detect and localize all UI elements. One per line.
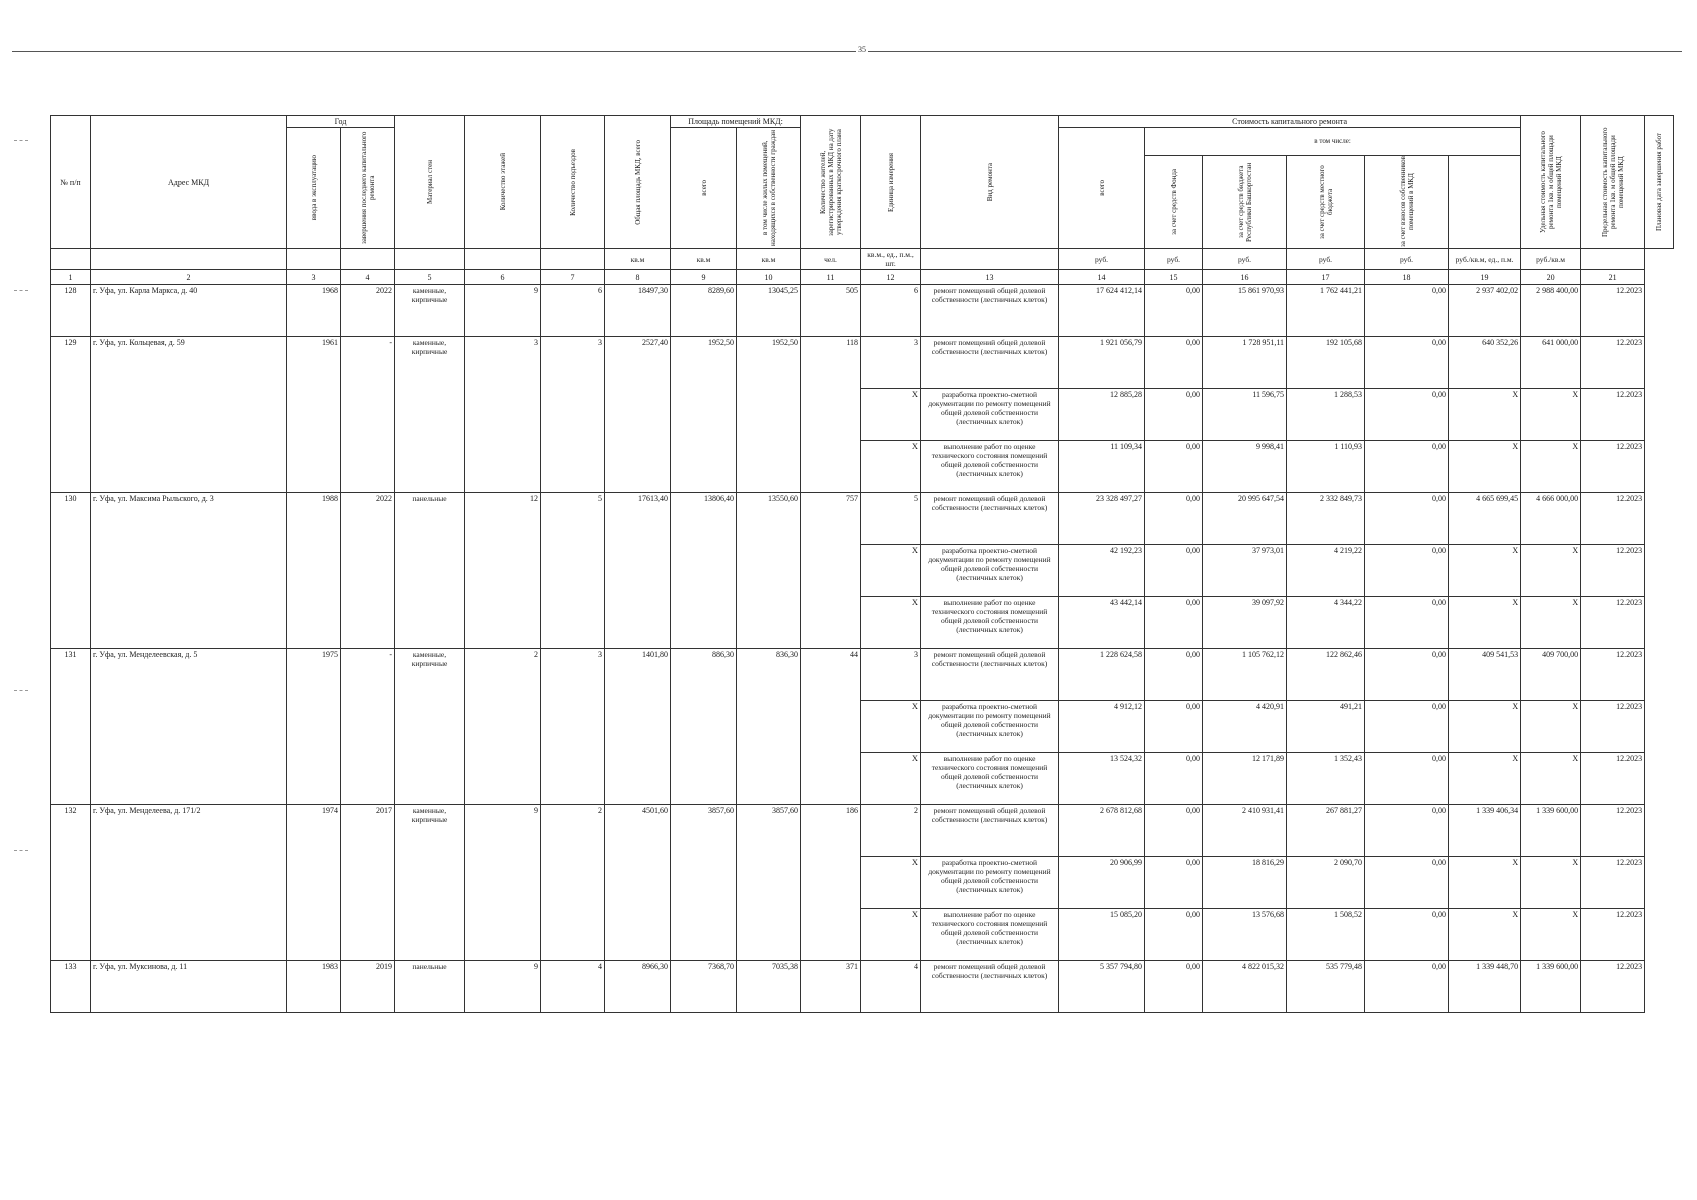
work-type: выполнение работ по оценке технического состояния помещений общей долевой собственности (лестничных клеток) xyxy=(921,441,1059,493)
work-type: разработка проектно-сметной документации по ремонту помещений общей долевой собственности (лестничных клеток) xyxy=(921,545,1059,597)
column-index: 5 xyxy=(395,270,465,285)
cost-owners: 0,00 xyxy=(1365,337,1449,389)
premises-area-total: 3857,60 xyxy=(671,805,737,961)
year-built: 1975 xyxy=(287,649,341,805)
work-quantity: 5 xyxy=(861,493,921,545)
col-year-group-header: Год xyxy=(287,116,395,128)
col-cost-total-header: всего xyxy=(1059,128,1145,249)
cost-republic: 4 420,91 xyxy=(1203,701,1287,753)
building-address: г. Уфа, ул. Менделеевская, д. 5 xyxy=(91,649,287,805)
column-index: 16 xyxy=(1203,270,1287,285)
year-built: 1961 xyxy=(287,337,341,493)
planned-date: 12.2023 xyxy=(1581,805,1645,857)
cost-local: 2 090,70 xyxy=(1287,857,1365,909)
column-index: 15 xyxy=(1145,270,1203,285)
unit-cost: X xyxy=(1449,597,1521,649)
planned-date: 12.2023 xyxy=(1581,337,1645,389)
cost-local: 1 110,93 xyxy=(1287,441,1365,493)
cost-local: 1 762 441,21 xyxy=(1287,285,1365,337)
floor-count: 3 xyxy=(465,337,541,493)
unit-cell: чел. xyxy=(801,249,861,270)
year-built: 1988 xyxy=(287,493,341,649)
cost-fund: 0,00 xyxy=(1145,909,1203,961)
col-premises-area-group-header: Площадь помещений МКД: xyxy=(671,116,801,128)
cost-total: 4 912,12 xyxy=(1059,701,1145,753)
work-quantity: 3 xyxy=(861,337,921,389)
unit-cell xyxy=(465,249,541,270)
cost-local: 1 508,52 xyxy=(1287,909,1365,961)
floor-count: 9 xyxy=(465,805,541,961)
work-quantity: X xyxy=(861,909,921,961)
work-type: разработка проектно-сметной документации по ремонту помещений общей долевой собственности (лестничных клеток) xyxy=(921,701,1059,753)
table-row xyxy=(51,961,1674,1013)
unit-cell xyxy=(91,249,287,270)
premises-area-owned: 7035,38 xyxy=(737,961,801,1013)
column-index: 9 xyxy=(671,270,737,285)
entrance-count: 2 xyxy=(541,805,605,961)
col-unit-header: Единица измерения xyxy=(861,116,921,249)
premises-area-owned: 836,30 xyxy=(737,649,801,805)
unit-cost: 2 937 402,02 xyxy=(1449,285,1521,337)
col-premises-owned-header: в том числе жилых помещений, находящихся в собственности граждан xyxy=(737,128,801,249)
page-number: 35 xyxy=(858,45,866,54)
col-unit-cost-header: Удельная стоимость капитального ремонта 1кв. м общей площади помещений МКД xyxy=(1521,116,1581,249)
floor-count: 9 xyxy=(465,961,541,1013)
column-index: 12 xyxy=(861,270,921,285)
col-including-header: в том числе: xyxy=(1145,128,1521,156)
wall-material: панельные xyxy=(395,493,465,649)
margin-mark xyxy=(14,140,28,141)
unit-cell xyxy=(1581,249,1645,270)
row-number: 130 xyxy=(51,493,91,649)
unit-cell: руб./кв.м, ед., п.м. xyxy=(1449,249,1521,270)
unit-cost: 640 352,26 xyxy=(1449,337,1521,389)
cost-local: 267 881,27 xyxy=(1287,805,1365,857)
total-area: 4501,60 xyxy=(605,805,671,961)
premises-area-total: 7368,70 xyxy=(671,961,737,1013)
unit-cell: кв.м xyxy=(605,249,671,270)
cost-total: 1 228 624,58 xyxy=(1059,649,1145,701)
column-index: 6 xyxy=(465,270,541,285)
max-cost: X xyxy=(1521,597,1581,649)
entrance-count: 6 xyxy=(541,285,605,337)
unit-cost: X xyxy=(1449,857,1521,909)
floor-count: 9 xyxy=(465,285,541,337)
wall-material: каменные, кирпичные xyxy=(395,649,465,805)
unit-cost: 1 339 448,70 xyxy=(1449,961,1521,1013)
cost-fund: 0,00 xyxy=(1145,805,1203,857)
cost-fund: 0,00 xyxy=(1145,753,1203,805)
cost-fund: 0,00 xyxy=(1145,597,1203,649)
max-cost: X xyxy=(1521,857,1581,909)
work-type: выполнение работ по оценке технического состояния помещений общей долевой собственности (лестничных клеток) xyxy=(921,753,1059,805)
unit-cell: кв.м., ед., п.м., шт. xyxy=(861,249,921,270)
year-last-repair: - xyxy=(341,337,395,493)
cost-republic: 13 576,68 xyxy=(1203,909,1287,961)
planned-date: 12.2023 xyxy=(1581,857,1645,909)
col-entrances-header: Количество подъездов xyxy=(541,116,605,249)
work-quantity: X xyxy=(861,701,921,753)
wall-material: каменные, кирпичные xyxy=(395,285,465,337)
total-area: 18497,30 xyxy=(605,285,671,337)
col-cost-fund-header: за счет средств Фонда xyxy=(1145,156,1203,249)
cost-republic: 12 171,89 xyxy=(1203,753,1287,805)
work-type: ремонт помещений общей долевой собственности (лестничных клеток) xyxy=(921,805,1059,857)
work-quantity: 6 xyxy=(861,285,921,337)
building-address: г. Уфа, ул. Карла Маркса, д. 40 xyxy=(91,285,287,337)
total-area: 1401,80 xyxy=(605,649,671,805)
cost-owners: 0,00 xyxy=(1365,805,1449,857)
cost-fund: 0,00 xyxy=(1145,545,1203,597)
max-cost: 409 700,00 xyxy=(1521,649,1581,701)
work-type: выполнение работ по оценке технического состояния помещений общей долевой собственности (лестничных клеток) xyxy=(921,597,1059,649)
cost-local: 122 862,46 xyxy=(1287,649,1365,701)
planned-date: 12.2023 xyxy=(1581,389,1645,441)
col-filler-header xyxy=(1449,156,1521,249)
building-address: г. Уфа, ул. Менделеева, д. 171/2 xyxy=(91,805,287,961)
work-type: ремонт помещений общей долевой собственности (лестничных клеток) xyxy=(921,337,1059,389)
cost-republic: 1 728 951,11 xyxy=(1203,337,1287,389)
premises-area-owned: 13045,25 xyxy=(737,285,801,337)
col-cost-local-header: за счет средств местного бюджета xyxy=(1287,156,1365,249)
total-area: 17613,40 xyxy=(605,493,671,649)
cost-owners: 0,00 xyxy=(1365,597,1449,649)
premises-area-total: 1952,50 xyxy=(671,337,737,493)
resident-count: 118 xyxy=(801,337,861,493)
year-last-repair: 2017 xyxy=(341,805,395,961)
planned-date: 12.2023 xyxy=(1581,285,1645,337)
cost-total: 17 624 412,14 xyxy=(1059,285,1145,337)
max-cost: 641 000,00 xyxy=(1521,337,1581,389)
col-premises-total-header: всего xyxy=(671,128,737,249)
max-cost: X xyxy=(1521,441,1581,493)
unit-cost: 4 665 699,45 xyxy=(1449,493,1521,545)
planned-date: 12.2023 xyxy=(1581,909,1645,961)
cost-republic: 37 973,01 xyxy=(1203,545,1287,597)
col-max-cost-header: Предельная стоимость капитального ремонта 1кв. м общей площади помещений МКД xyxy=(1581,116,1645,249)
premises-area-owned: 13550,60 xyxy=(737,493,801,649)
work-quantity: X xyxy=(861,597,921,649)
max-cost: 2 988 400,00 xyxy=(1521,285,1581,337)
cost-republic: 4 822 015,32 xyxy=(1203,961,1287,1013)
planned-date: 12.2023 xyxy=(1581,753,1645,805)
cost-republic: 20 995 647,54 xyxy=(1203,493,1287,545)
row-number: 133 xyxy=(51,961,91,1013)
row-number: 128 xyxy=(51,285,91,337)
year-last-repair: 2022 xyxy=(341,493,395,649)
column-index-row xyxy=(51,270,1674,285)
cost-total: 12 885,28 xyxy=(1059,389,1145,441)
cost-local: 4 344,22 xyxy=(1287,597,1365,649)
column-index: 17 xyxy=(1287,270,1365,285)
cost-local: 2 332 849,73 xyxy=(1287,493,1365,545)
table-row xyxy=(51,805,1674,857)
unit-cost: X xyxy=(1449,909,1521,961)
planned-date: 12.2023 xyxy=(1581,961,1645,1013)
cost-owners: 0,00 xyxy=(1365,753,1449,805)
column-index: 10 xyxy=(737,270,801,285)
cost-fund: 0,00 xyxy=(1145,649,1203,701)
unit-cost: X xyxy=(1449,441,1521,493)
max-cost: X xyxy=(1521,545,1581,597)
work-quantity: 2 xyxy=(861,805,921,857)
max-cost: X xyxy=(1521,753,1581,805)
margin-mark xyxy=(14,690,28,691)
unit-cost: X xyxy=(1449,753,1521,805)
margin-mark xyxy=(14,290,28,291)
col-wall-material-header: Материал стен xyxy=(395,116,465,249)
row-number: 131 xyxy=(51,649,91,805)
table-row xyxy=(51,285,1674,337)
col-residents-header: Количество жителей, зарегистрированных в МКД на дату утверждения краткосрочного плана xyxy=(801,116,861,249)
premises-area-owned: 1952,50 xyxy=(737,337,801,493)
year-last-repair: 2019 xyxy=(341,961,395,1013)
work-quantity: X xyxy=(861,753,921,805)
entrance-count: 3 xyxy=(541,337,605,493)
cost-local: 1 352,43 xyxy=(1287,753,1365,805)
unit-cost: X xyxy=(1449,701,1521,753)
column-index: 14 xyxy=(1059,270,1145,285)
cost-fund: 0,00 xyxy=(1145,961,1203,1013)
col-floors-header: Количество этажей xyxy=(465,116,541,249)
cost-local: 535 779,48 xyxy=(1287,961,1365,1013)
cost-local: 4 219,22 xyxy=(1287,545,1365,597)
capital-repair-register-table xyxy=(50,115,1674,1013)
max-cost: 4 666 000,00 xyxy=(1521,493,1581,545)
cost-owners: 0,00 xyxy=(1365,701,1449,753)
unit-cost: X xyxy=(1449,389,1521,441)
column-index: 4 xyxy=(341,270,395,285)
cost-total: 5 357 794,80 xyxy=(1059,961,1145,1013)
column-index: 11 xyxy=(801,270,861,285)
max-cost: X xyxy=(1521,389,1581,441)
col-no-header: № п/п xyxy=(51,116,91,249)
cost-owners: 0,00 xyxy=(1365,493,1449,545)
col-cost-republic-header: за счет средств бюджета Республики Башкортостан xyxy=(1203,156,1287,249)
cost-republic: 39 097,92 xyxy=(1203,597,1287,649)
column-index: 21 xyxy=(1581,270,1645,285)
resident-count: 371 xyxy=(801,961,861,1013)
work-type: выполнение работ по оценке технического состояния помещений общей долевой собственности (лестничных клеток) xyxy=(921,909,1059,961)
cost-owners: 0,00 xyxy=(1365,441,1449,493)
resident-count: 186 xyxy=(801,805,861,961)
max-cost: X xyxy=(1521,909,1581,961)
year-last-repair: 2022 xyxy=(341,285,395,337)
planned-date: 12.2023 xyxy=(1581,441,1645,493)
unit-cell: кв.м xyxy=(671,249,737,270)
cost-total: 15 085,20 xyxy=(1059,909,1145,961)
table-header xyxy=(51,116,1674,285)
table-row xyxy=(51,493,1674,545)
cost-total: 1 921 056,79 xyxy=(1059,337,1145,389)
cost-local: 491,21 xyxy=(1287,701,1365,753)
column-index: 2 xyxy=(91,270,287,285)
col-total-area-header: Общая площадь МКД, всего xyxy=(605,116,671,249)
work-quantity: 4 xyxy=(861,961,921,1013)
unit-cell: руб. xyxy=(1145,249,1203,270)
column-index: 19 xyxy=(1449,270,1521,285)
cost-local: 192 105,68 xyxy=(1287,337,1365,389)
unit-cell: руб./кв.м xyxy=(1521,249,1581,270)
planned-date: 12.2023 xyxy=(1581,701,1645,753)
row-number: 129 xyxy=(51,337,91,493)
work-type: ремонт помещений общей долевой собственности (лестничных клеток) xyxy=(921,649,1059,701)
table-body xyxy=(51,285,1674,1013)
work-quantity: X xyxy=(861,441,921,493)
col-address-header: Адрес МКД xyxy=(91,116,287,249)
unit-cost: X xyxy=(1449,545,1521,597)
entrance-count: 4 xyxy=(541,961,605,1013)
cost-total: 42 192,23 xyxy=(1059,545,1145,597)
cost-total: 23 328 497,27 xyxy=(1059,493,1145,545)
cost-total: 13 524,32 xyxy=(1059,753,1145,805)
unit-cell: кв.м xyxy=(737,249,801,270)
premises-area-total: 13806,40 xyxy=(671,493,737,649)
planned-date: 12.2023 xyxy=(1581,493,1645,545)
resident-count: 505 xyxy=(801,285,861,337)
building-address: г. Уфа, ул. Кольцевая, д. 59 xyxy=(91,337,287,493)
resident-count: 44 xyxy=(801,649,861,805)
cost-owners: 0,00 xyxy=(1365,857,1449,909)
cost-fund: 0,00 xyxy=(1145,441,1203,493)
unit-cell xyxy=(287,249,341,270)
planned-date: 12.2023 xyxy=(1581,545,1645,597)
col-cost-owners-header: за счет взносов собственников помещений в МКД xyxy=(1365,156,1449,249)
cost-total: 11 109,34 xyxy=(1059,441,1145,493)
floor-count: 2 xyxy=(465,649,541,805)
cost-republic: 15 861 970,93 xyxy=(1203,285,1287,337)
cost-owners: 0,00 xyxy=(1365,545,1449,597)
work-type: ремонт помещений общей долевой собственности (лестничных клеток) xyxy=(921,493,1059,545)
cost-local: 1 288,53 xyxy=(1287,389,1365,441)
cost-republic: 2 410 931,41 xyxy=(1203,805,1287,857)
cost-total: 20 906,99 xyxy=(1059,857,1145,909)
cost-republic: 1 105 762,12 xyxy=(1203,649,1287,701)
cost-fund: 0,00 xyxy=(1145,337,1203,389)
cost-fund: 0,00 xyxy=(1145,285,1203,337)
cost-fund: 0,00 xyxy=(1145,389,1203,441)
unit-cell: руб. xyxy=(1203,249,1287,270)
max-cost: 1 339 600,00 xyxy=(1521,961,1581,1013)
total-area: 8966,30 xyxy=(605,961,671,1013)
premises-area-total: 886,30 xyxy=(671,649,737,805)
table-row xyxy=(51,337,1674,389)
year-built: 1968 xyxy=(287,285,341,337)
col-year-commission-header: ввода в эксплуатацию xyxy=(287,128,341,249)
cost-total: 2 678 812,68 xyxy=(1059,805,1145,857)
cost-owners: 0,00 xyxy=(1365,389,1449,441)
column-index: 20 xyxy=(1521,270,1581,285)
cost-owners: 0,00 xyxy=(1365,961,1449,1013)
units-row xyxy=(51,249,1674,270)
work-type: ремонт помещений общей долевой собственности (лестничных клеток) xyxy=(921,285,1059,337)
cost-republic: 9 998,41 xyxy=(1203,441,1287,493)
cost-owners: 0,00 xyxy=(1365,285,1449,337)
row-number: 132 xyxy=(51,805,91,961)
planned-date: 12.2023 xyxy=(1581,597,1645,649)
premises-area-total: 8289,60 xyxy=(671,285,737,337)
unit-cell: руб. xyxy=(1287,249,1365,270)
col-planned-date-header: Плановая дата завершения работ xyxy=(1645,116,1674,249)
resident-count: 757 xyxy=(801,493,861,649)
page-top-rule xyxy=(12,51,1682,52)
cost-republic: 11 596,75 xyxy=(1203,389,1287,441)
column-index: 3 xyxy=(287,270,341,285)
table-row xyxy=(51,649,1674,701)
work-type: разработка проектно-сметной документации по ремонту помещений общей долевой собственности (лестничных клеток) xyxy=(921,857,1059,909)
margin-mark xyxy=(14,850,28,851)
cost-owners: 0,00 xyxy=(1365,909,1449,961)
column-index: 8 xyxy=(605,270,671,285)
building-address: г. Уфа, ул. Муксинова, д. 11 xyxy=(91,961,287,1013)
unit-cell xyxy=(921,249,1059,270)
work-quantity: 3 xyxy=(861,649,921,701)
max-cost: X xyxy=(1521,701,1581,753)
work-quantity: X xyxy=(861,545,921,597)
cost-total: 43 442,14 xyxy=(1059,597,1145,649)
unit-cell xyxy=(51,249,91,270)
entrance-count: 3 xyxy=(541,649,605,805)
column-index: 7 xyxy=(541,270,605,285)
cost-fund: 0,00 xyxy=(1145,493,1203,545)
cost-owners: 0,00 xyxy=(1365,649,1449,701)
unit-cost: 409 541,53 xyxy=(1449,649,1521,701)
work-quantity: X xyxy=(861,857,921,909)
entrance-count: 5 xyxy=(541,493,605,649)
cost-fund: 0,00 xyxy=(1145,857,1203,909)
unit-cost: 1 339 406,34 xyxy=(1449,805,1521,857)
work-quantity: X xyxy=(861,389,921,441)
col-cost-group-header: Стоимость капитального ремонта xyxy=(1059,116,1521,128)
planned-date: 12.2023 xyxy=(1581,649,1645,701)
cost-fund: 0,00 xyxy=(1145,701,1203,753)
total-area: 2527,40 xyxy=(605,337,671,493)
column-index: 13 xyxy=(921,270,1059,285)
work-type: разработка проектно-сметной документации по ремонту помещений общей долевой собственности (лестничных клеток) xyxy=(921,389,1059,441)
building-address: г. Уфа, ул. Максима Рыльского, д. 3 xyxy=(91,493,287,649)
work-type: ремонт помещений общей долевой собственности (лестничных клеток) xyxy=(921,961,1059,1013)
unit-cell: руб. xyxy=(1365,249,1449,270)
cost-republic: 18 816,29 xyxy=(1203,857,1287,909)
premises-area-owned: 3857,60 xyxy=(737,805,801,961)
unit-cell: руб. xyxy=(1059,249,1145,270)
wall-material: каменные, кирпичные xyxy=(395,805,465,961)
unit-cell xyxy=(395,249,465,270)
max-cost: 1 339 600,00 xyxy=(1521,805,1581,857)
wall-material: каменные, кирпичные xyxy=(395,337,465,493)
year-built: 1974 xyxy=(287,805,341,961)
col-year-last-overhaul-header: завершения последнего капитального ремонта xyxy=(341,128,395,249)
column-index: 1 xyxy=(51,270,91,285)
year-built: 1983 xyxy=(287,961,341,1013)
column-index: 18 xyxy=(1365,270,1449,285)
wall-material: панельные xyxy=(395,961,465,1013)
col-work-type-header: Вид ремонта xyxy=(921,116,1059,249)
unit-cell xyxy=(541,249,605,270)
floor-count: 12 xyxy=(465,493,541,649)
year-last-repair: - xyxy=(341,649,395,805)
unit-cell xyxy=(341,249,395,270)
